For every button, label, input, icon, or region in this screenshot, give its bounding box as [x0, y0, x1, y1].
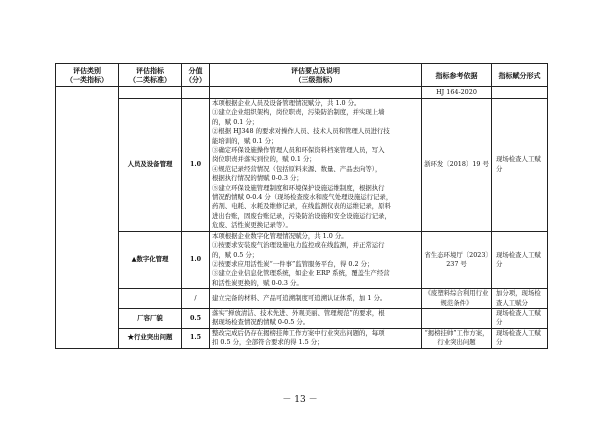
- point-line: 的，赋 0.5 分；: [212, 250, 259, 259]
- point-line: 建立完备的材料、产品可追溯制度可追溯认证体系，加 1 分。: [212, 293, 387, 302]
- point-line: 根据执行情况的情赋 0-0.3 分；: [212, 174, 303, 183]
- score-cell: 1.5: [182, 328, 210, 348]
- header-basis: 指标参考依据: [422, 64, 492, 87]
- header-category-2: [119, 64, 182, 87]
- point-line: 据现场检查情况酌情赋 0-0.5 分。: [212, 318, 310, 327]
- points-cell: [210, 328, 422, 348]
- header-points-sub: （三级指标）: [294, 75, 337, 84]
- point-line: 危废、活性炭更换记录等）。: [212, 221, 292, 230]
- cat2-cell: ▲数字化管理: [119, 231, 182, 288]
- basis-cell: 《废塑料综合利用行业规范条件》: [422, 289, 492, 309]
- point-line: ③建立企业信息化管理系统，如企业 ERP 系统，覆盖生产经营: [212, 269, 390, 278]
- header-score-sub: （分）: [185, 75, 206, 84]
- point-line: ②根据 HJ348 的要求对操作人员、技术人员和管理人员进行技: [212, 127, 390, 136]
- point-line: ①按要求安装废气治理设施电力监控或在线监测，并正常运行: [212, 241, 385, 250]
- points-cell: [210, 289, 422, 309]
- point-line: 本项根据企业人员及设备管理情况赋分，共 1.0 分。: [212, 99, 361, 107]
- points-cell: [210, 87, 422, 99]
- points-cell: [210, 231, 422, 288]
- point-line: 能培训的，赋 0.1 分；: [212, 136, 278, 145]
- point-line: ③确定环保设施操作管理人员和环保资料档案管理人员，写入: [212, 146, 385, 155]
- cat2-cell: [119, 87, 182, 99]
- header-cat2-label: 评估指标: [136, 66, 164, 75]
- method-cell: 现场检查人工赋分: [492, 99, 548, 232]
- method-cell: 现场检查人工赋分: [492, 231, 548, 288]
- score-cell: [182, 87, 210, 99]
- table-row: [56, 231, 548, 288]
- header-points-label: 评估要点及说明: [291, 66, 340, 75]
- point-line: 本项根据企业数字化管理情况赋分，共 1.0 分。: [212, 231, 348, 240]
- point-line: ①建立企业组织架构，岗位职责，污染防治制度，并实现上墙: [212, 108, 385, 117]
- header-points: [210, 64, 422, 87]
- method-cell: 加分项，现场检查人工赋分: [492, 289, 548, 309]
- point-line: 整改完成后仍存在揭榜挂帅工作方案中行业突出问题的，每项: [212, 328, 385, 337]
- table-row: [56, 289, 548, 309]
- point-line: 药剂、电耗、水耗及维修记录，在线监测仪表的运维记录，原料: [212, 202, 391, 211]
- category-1-cell: [56, 87, 119, 349]
- point-line: 的，赋 0.1 分；: [212, 117, 259, 126]
- header-score-label: 分值: [188, 66, 203, 75]
- method-cell: [492, 87, 548, 99]
- point-line: 和活性炭更换的，赋 0-0.3 分。: [212, 278, 303, 287]
- points-cell: [210, 308, 422, 328]
- page-number: － 13 －: [282, 395, 318, 405]
- basis-cell: HJ 164-2020: [422, 87, 492, 99]
- method-cell: 现场检查人工赋分: [492, 328, 548, 348]
- header-score: [182, 64, 210, 87]
- basis-cell: 省生态环境厅〔2023〕237 号: [422, 231, 492, 288]
- score-cell: 1.0: [182, 231, 210, 288]
- evaluation-table: [55, 63, 548, 349]
- cat2-cell: 人员及设备管理: [119, 99, 182, 232]
- table-row: [56, 308, 548, 328]
- header-cat1-sub: （一类指标）: [66, 75, 108, 84]
- cat2-cell: 厂容厂貌: [119, 308, 182, 328]
- cat2-cell: ★行业突出问题: [119, 328, 182, 348]
- point-line: 扣 0.5 分，全部符合要求的得 1.5 分；: [212, 338, 324, 347]
- point-line: ⑤建立环保设施管理制度和环境保护设施运维制度，根据执行: [212, 183, 385, 192]
- point-line: 落实“掸放清洁、技术先进、外观美丽、管理规范”的要求，根: [212, 308, 385, 317]
- point-line: 岗位职责并落实到位的，赋 0.1 分；: [212, 155, 316, 164]
- header-method: 指标赋分形式: [492, 64, 548, 87]
- score-cell: /: [182, 289, 210, 309]
- method-cell: 现场检查人工赋分: [492, 308, 548, 328]
- score-cell: 0.5: [182, 308, 210, 328]
- header-row: [56, 64, 548, 87]
- basis-cell: “揭榜挂帅”工作方案，行业突出问题: [422, 328, 492, 348]
- point-line: 进出台账，固废台账记录，污染防治设施和安全设施运行记录，: [212, 211, 391, 220]
- score-cell: 1.0: [182, 99, 210, 232]
- header-category-1: [56, 64, 119, 87]
- points-cell: [210, 99, 422, 232]
- table-row: [56, 328, 548, 348]
- header-cat1-label: 评估类别: [73, 66, 101, 75]
- table-row: [56, 87, 548, 99]
- cat2-cell: [119, 289, 182, 309]
- point-line: ④规范记录经营情况（包括原料来源、数量、产品去向等），: [212, 164, 382, 173]
- point-line: 情况酌情赋 0-0.4 分（现场检查废水和废气处理设施运行记录，: [212, 193, 393, 202]
- basis-cell: 浙环发〔2018〕19 号: [422, 99, 492, 232]
- point-line: ②按要求应用活性炭“一件事”监管服务平台，得 0.2 分；: [212, 259, 374, 268]
- basis-cell: [422, 308, 492, 328]
- header-cat2-sub: （二类标准）: [129, 75, 171, 84]
- table-row: [56, 99, 548, 232]
